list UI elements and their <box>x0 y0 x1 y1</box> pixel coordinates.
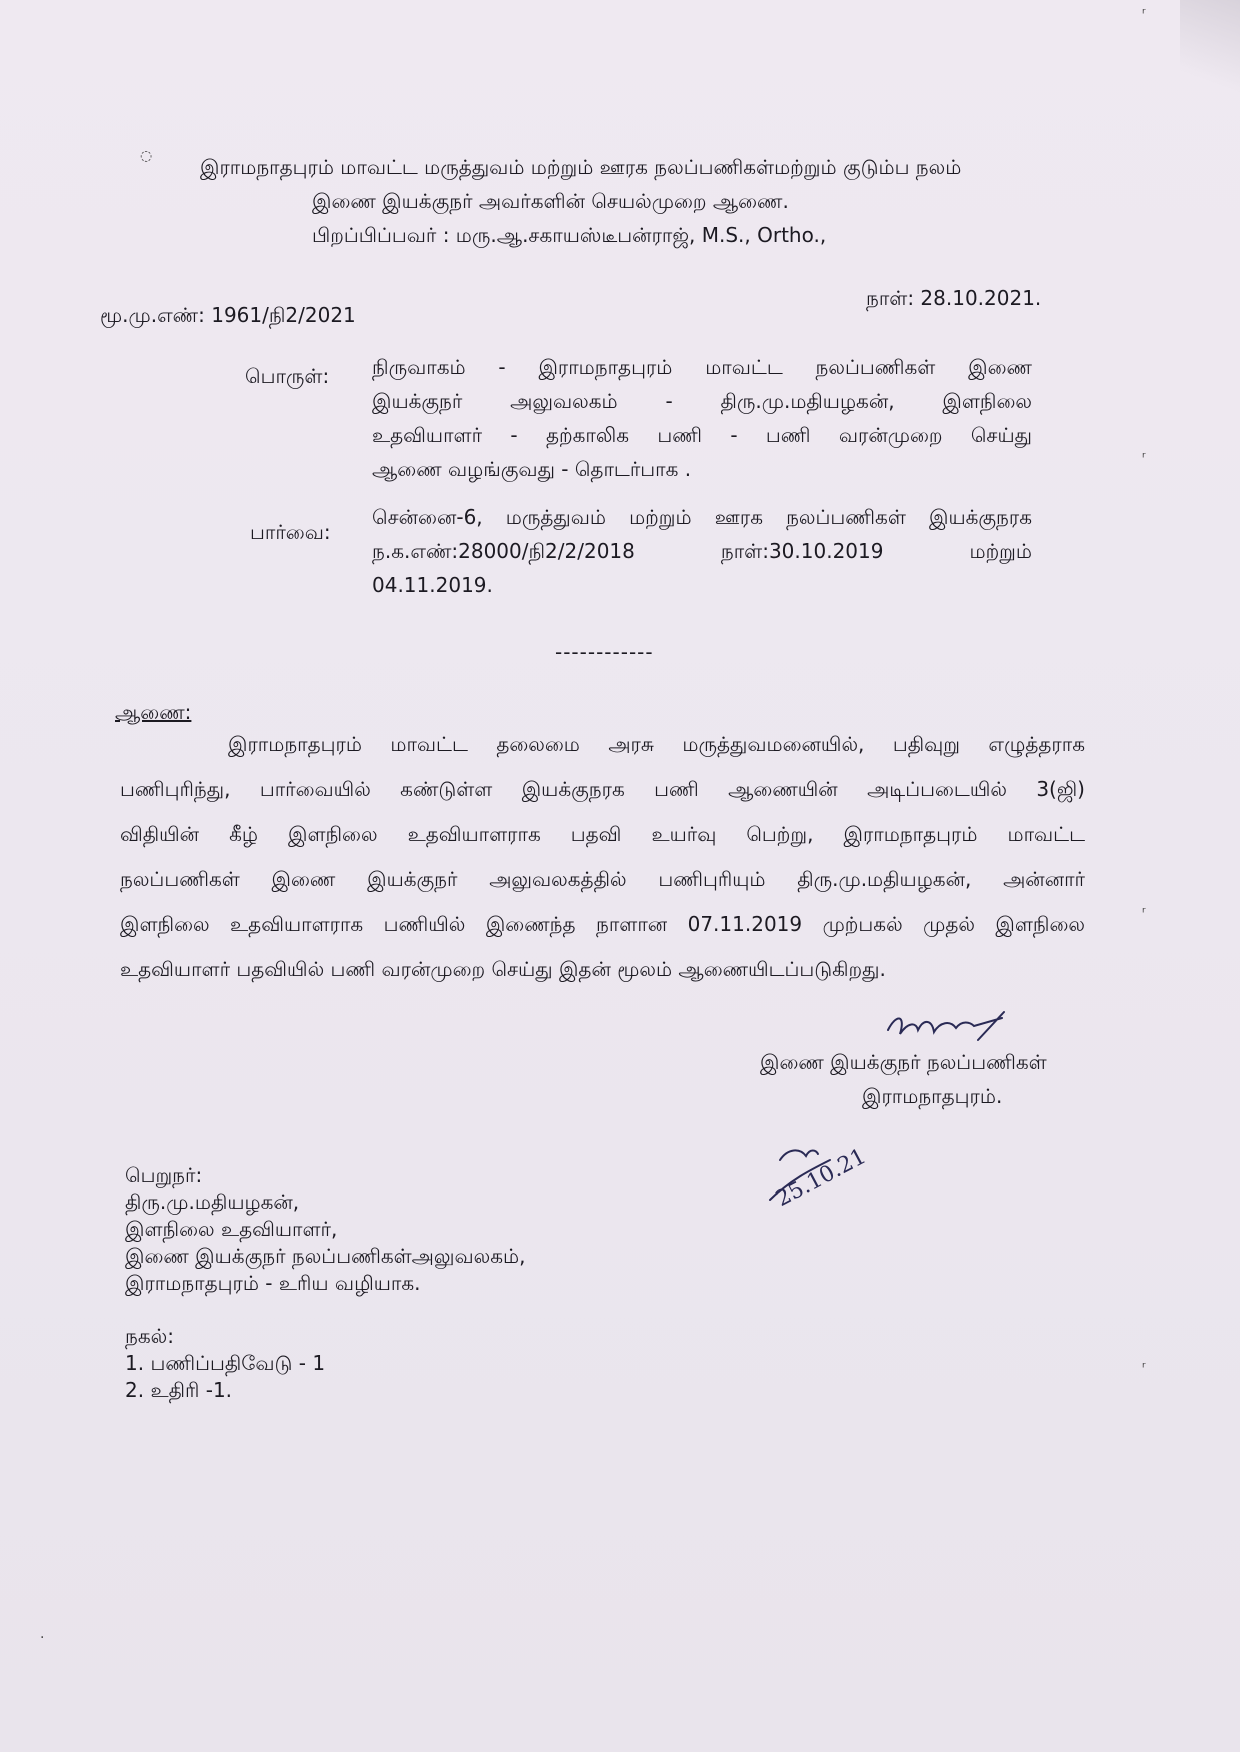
header-line-2: இணை இயக்குநர் அவர்களின் செயல்முறை ஆணை. <box>312 189 789 213</box>
separator: ------------ <box>555 640 654 664</box>
scan-speck: ʳ <box>1142 905 1146 921</box>
signatory-place: இராமநாதபுரம். <box>862 1084 1003 1108</box>
scan-speck: ʳ <box>1142 450 1146 466</box>
subject-line: நிருவாகம் - இராமநாதபுரம் மாவட்ட நலப்பணிகள் இணை <box>372 355 1032 379</box>
reference-label: பார்வை: <box>250 520 331 544</box>
recipient-label: பெறுநர்: <box>125 1163 203 1187</box>
order-date: நாள்: 28.10.2021. <box>866 286 1042 310</box>
reference-body <box>372 500 1032 602</box>
page-crease <box>1180 0 1240 110</box>
order-heading: ஆணை: <box>115 700 192 724</box>
order-line: விதியின் கீழ் இளநிலை உதவியாளராக பதவி உயர்வு பெற்று, இராமநாதபுரம் மாவட்ட <box>120 822 1085 846</box>
header-line-3: பிறப்பிப்பவர் : மரு.ஆ.சகாயஸ்டீபன்ராஜ், M.S., Ortho., <box>312 223 827 247</box>
order-line: இராமநாதபுரம் மாவட்ட தலைமை அரசு மருத்துவமனையில், பதிவுறு எழுத்தராக <box>228 732 1085 756</box>
recipient-block <box>125 1162 525 1297</box>
reference-line: 04.11.2019. <box>372 573 493 597</box>
scan-speck: ʳ <box>1142 6 1146 22</box>
handwritten-date-text: 25.10.21 <box>772 1144 871 1213</box>
order-line: இளநிலை உதவியாளராக பணியில் இணைந்த நாளான 07.11.2019 முற்பகல் முதல் இளநிலை <box>120 912 1085 936</box>
subject-line: இயக்குநர் அலுவலகம் - திரு.மு.மதியழகன், இளநிலை <box>372 389 1032 413</box>
order-line: பணிபுரிந்து, பார்வையில் கண்டுள்ள இயக்குநரக பணி ஆணையின் அடிப்படையில் 3(ஜி) <box>120 777 1085 801</box>
scan-speck: · <box>40 1630 45 1646</box>
recipient-line: இணை இயக்குநர் நலப்பணிகள்அலுவலகம், <box>125 1244 526 1268</box>
reference-number: மூ.மு.எண்: 1961/நி2/2021 <box>100 303 356 327</box>
copy-item: 2. உதிரி -1. <box>125 1378 233 1402</box>
subject-body <box>372 350 1032 486</box>
header-line-1: இராமநாதபுரம் மாவட்ட மருத்துவம் மற்றும் ஊரக நலப்பணிகள்மற்றும் குடும்ப நலம் <box>200 155 962 179</box>
copy-label: நகல்: <box>125 1324 174 1348</box>
subject-line: ஆணை வழங்குவது - தொடர்பாக . <box>372 457 692 481</box>
reference-line: சென்னை-6, மருத்துவம் மற்றும் ஊரக நலப்பணிகள் இயக்குநரக <box>372 505 1032 529</box>
order-body <box>120 722 1085 992</box>
subject-line: உதவியாளர் - தற்காலிக பணி - பணி வரன்முறை செய்து <box>372 423 1032 447</box>
subject-label: பொருள்: <box>245 364 330 388</box>
scan-speck: ʳ <box>1142 1360 1146 1376</box>
order-line: உதவியாளர் பதவியில் பணி வரன்முறை செய்து இதன் மூலம் ஆணையிடப்படுகிறது. <box>120 957 886 981</box>
handwritten-date <box>760 1130 890 1240</box>
recipient-line: திரு.மு.மதியழகன், <box>125 1190 300 1214</box>
copy-block <box>125 1323 325 1404</box>
scan-speck: ◌ <box>140 148 153 164</box>
signatory-title: இணை இயக்குநர் நலப்பணிகள் <box>760 1050 1047 1074</box>
copy-item: 1. பணிப்பதிவேடு - 1 <box>125 1351 326 1375</box>
reference-line: ந.க.எண்:28000/நி2/2/2018 நாள்:30.10.2019 மற்றும் <box>372 539 1032 563</box>
order-line: நலப்பணிகள் இணை இயக்குநர் அலுவலகத்தில் பணிபுரியும் திரு.மு.மதியழகன், அன்னார் <box>120 867 1085 891</box>
recipient-line: இராமநாதபுரம் - உரிய வழியாக. <box>125 1271 421 1295</box>
recipient-line: இளநிலை உதவியாளர், <box>125 1217 338 1241</box>
